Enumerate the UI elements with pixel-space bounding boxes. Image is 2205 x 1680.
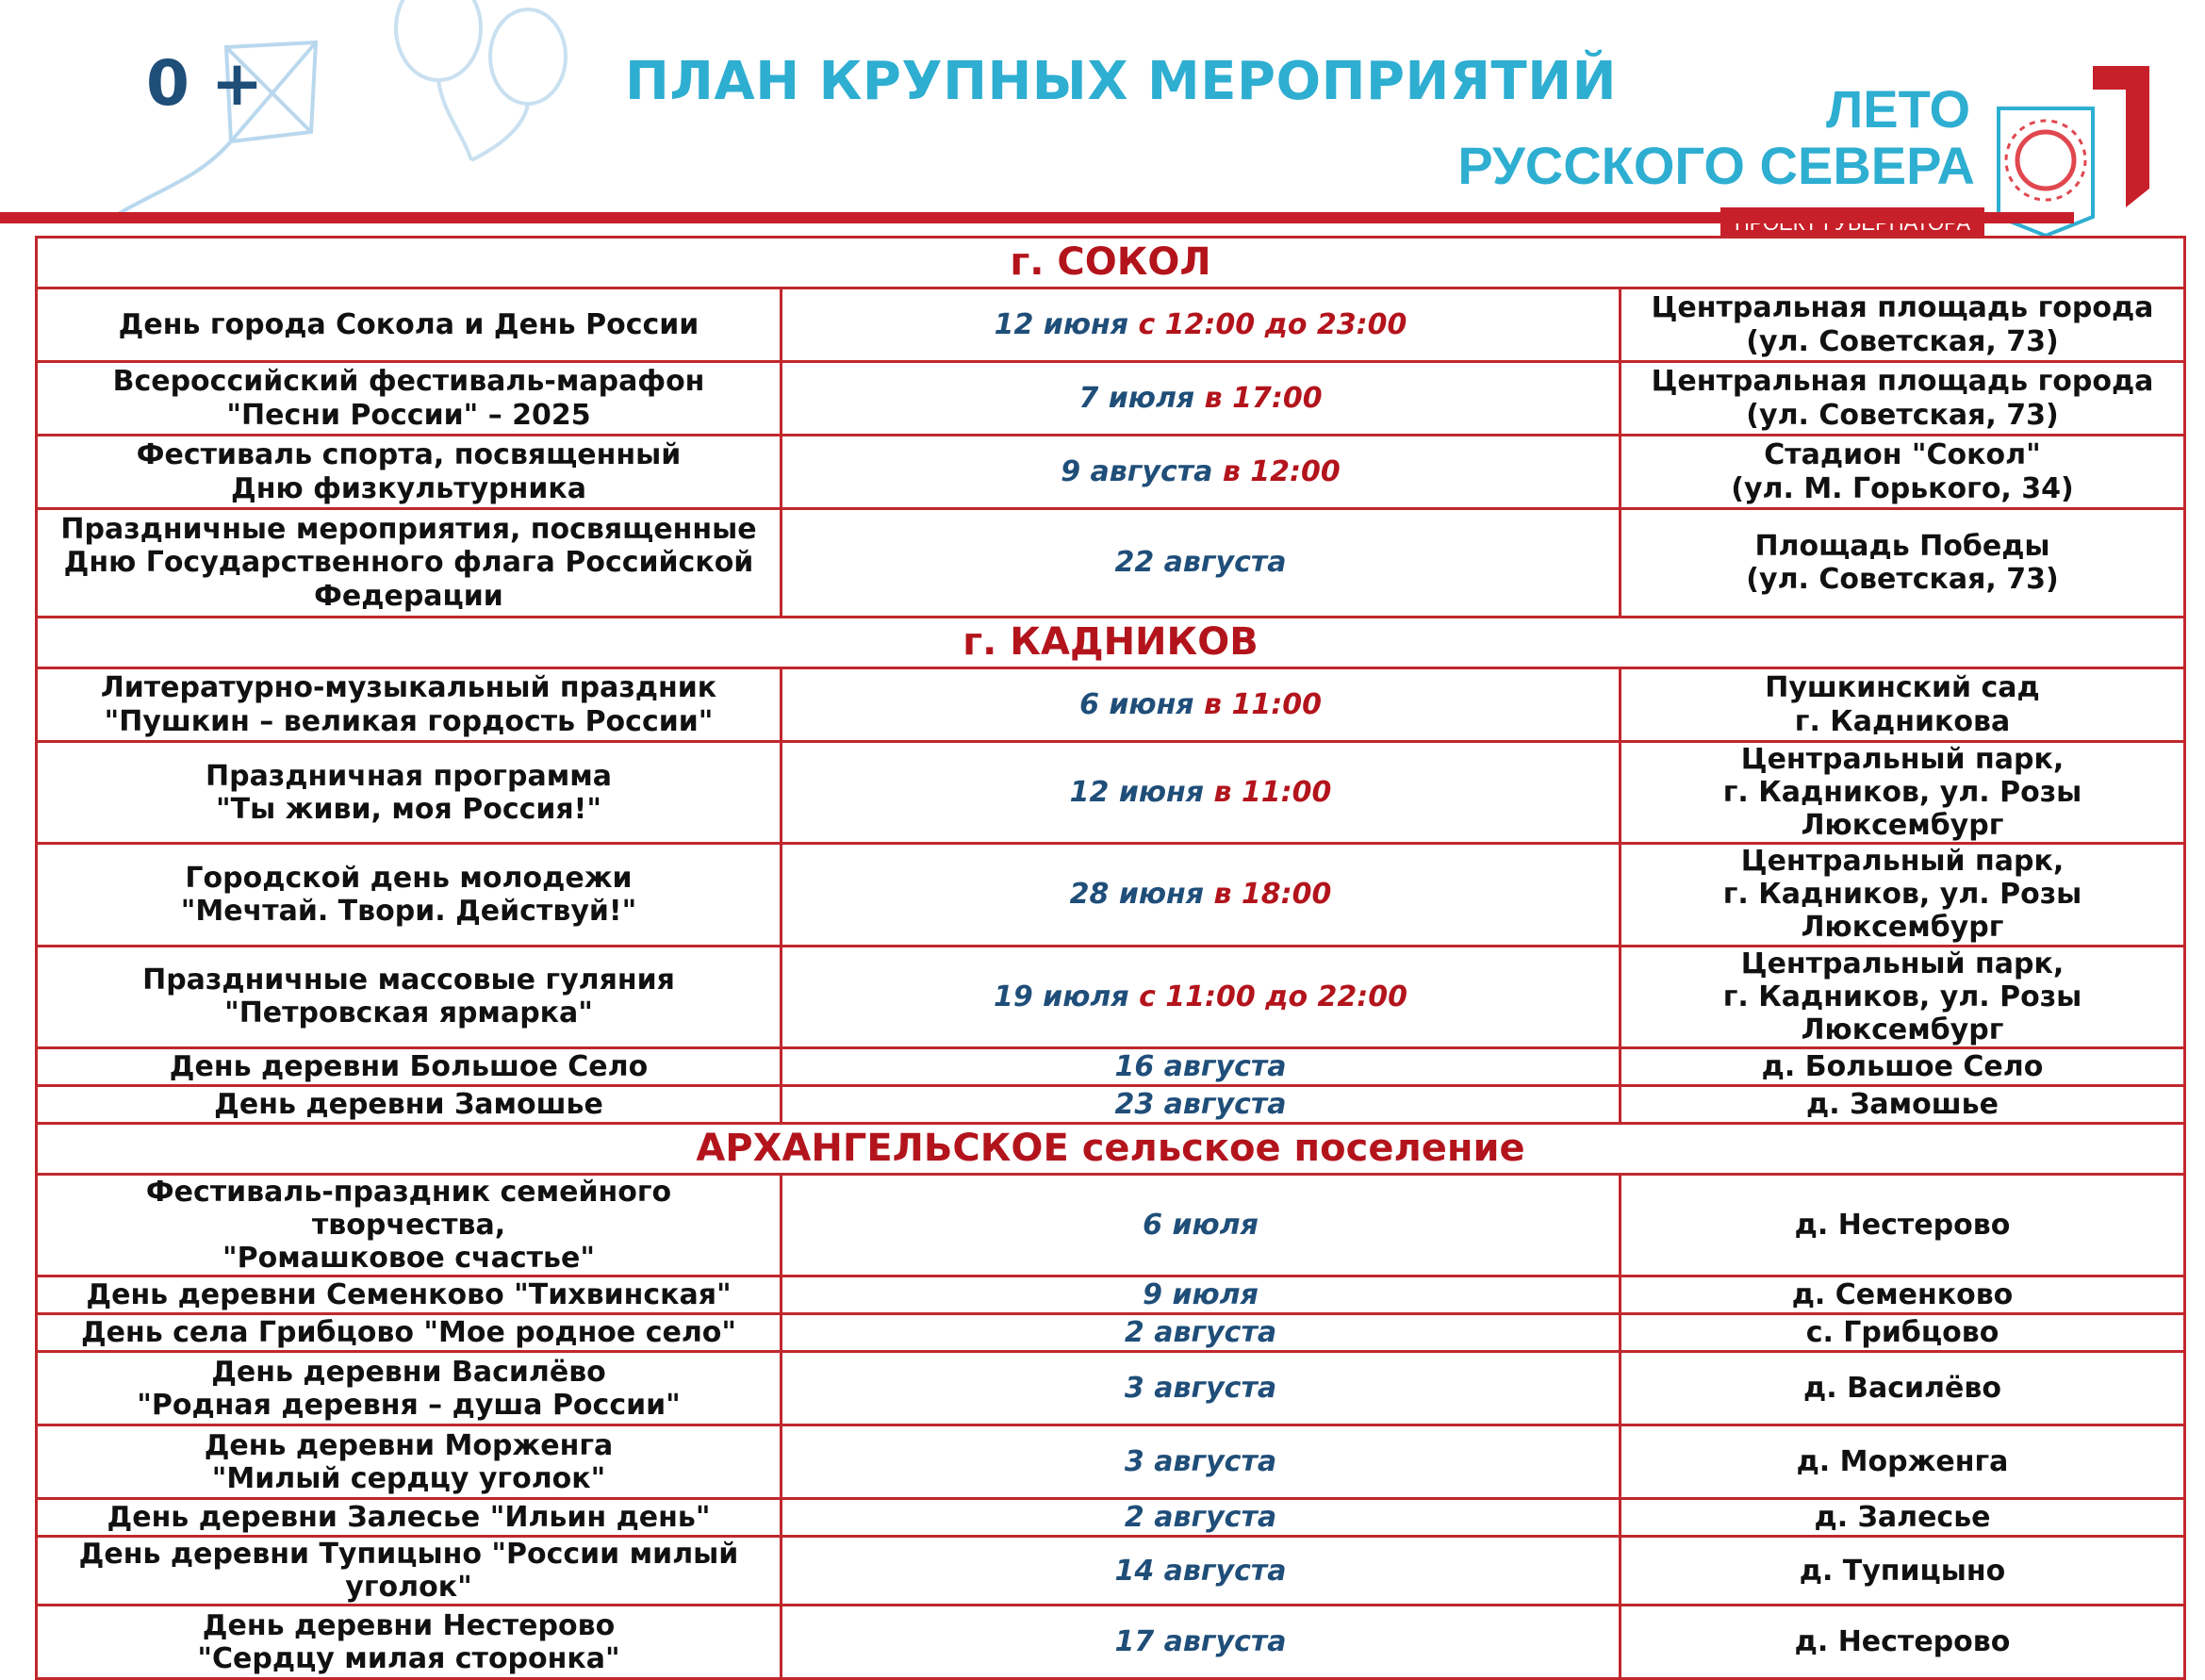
event-row	[37, 1085, 2185, 1123]
event-datetime	[782, 1352, 1621, 1425]
event-datetime	[782, 1537, 1621, 1606]
sun-emblem-icon	[1999, 66, 2149, 236]
event-place: Центральный парк, г. Кадников, ул. Розы Люксембург	[1621, 946, 2185, 1047]
event-name: День села Грибцово "Мое родное село"	[37, 1314, 782, 1352]
event-name: День деревни Большое Село	[37, 1047, 782, 1085]
event-row	[37, 946, 2185, 1047]
event-date: 23 августа	[1114, 1087, 1287, 1121]
event-place: Центральная площадь города (ул. Советская, 73)	[1621, 362, 2185, 436]
age-rating: 0 +	[146, 47, 264, 120]
event-place: Центральный парк, г. Кадников, ул. Розы Люксембург	[1621, 742, 2185, 844]
event-row	[37, 288, 2185, 362]
event-name: День деревни Морженга "Милый сердцу уголок"	[37, 1425, 782, 1499]
event-datetime	[782, 1499, 1621, 1537]
section-title: АРХАНГЕЛЬСКОЕ сельское поселение	[37, 1123, 2185, 1174]
event-datetime	[782, 1174, 1621, 1276]
event-name: Праздничные массовые гуляния "Петровская ярмарка"	[37, 946, 782, 1047]
event-place: д. Тупицыно	[1621, 1537, 2185, 1606]
event-place: д. Большое Село	[1621, 1047, 2185, 1085]
event-datetime	[782, 362, 1621, 436]
event-date: 22 августа	[1114, 546, 1287, 580]
event-place: д. Морженга	[1621, 1425, 2185, 1499]
event-date: 3 августа	[1124, 1445, 1277, 1479]
event-place: Пушкинский сад г. Кадникова	[1621, 668, 2185, 742]
event-datetime	[782, 668, 1621, 742]
event-time: в 12:00	[1222, 454, 1341, 488]
event-datetime	[782, 1047, 1621, 1085]
event-name: Фестиваль-праздник семейного творчества, "Ромашковое счастье"	[37, 1174, 782, 1276]
event-name: Праздничная программа "Ты живи, моя Россия!"	[37, 742, 782, 844]
event-date: 12 июня	[1069, 776, 1204, 810]
event-datetime	[782, 288, 1621, 362]
event-row	[37, 668, 2185, 742]
event-row	[37, 1499, 2185, 1537]
event-time: в 18:00	[1213, 878, 1332, 912]
event-datetime	[782, 1425, 1621, 1499]
event-place: Стадион "Сокол" (ул. М. Горького, 34)	[1621, 436, 2185, 509]
event-time: в 17:00	[1204, 381, 1323, 415]
event-datetime	[782, 1085, 1621, 1123]
event-datetime	[782, 844, 1621, 946]
event-row	[37, 1314, 2185, 1352]
event-date: 6 июля	[1143, 1208, 1259, 1242]
event-place: д. Залесье	[1621, 1499, 2185, 1537]
event-date: 28 июня	[1069, 878, 1204, 912]
event-row	[37, 1425, 2185, 1499]
event-date: 7 июля	[1078, 381, 1195, 415]
event-name: Городской день молодежи "Мечтай. Твори. Действуй!"	[37, 844, 782, 946]
event-date: 3 августа	[1124, 1372, 1277, 1406]
event-datetime	[782, 1314, 1621, 1352]
event-row	[37, 844, 2185, 946]
event-place: Центральная площадь города (ул. Советская, 73)	[1621, 288, 2185, 362]
section-header-row	[37, 618, 2185, 668]
event-place: Центральный парк, г. Кадников, ул. Розы Люксембург	[1621, 844, 2185, 946]
event-name: День деревни Залесье "Ильин день"	[37, 1499, 782, 1537]
event-time: с 11:00 до 22:00	[1139, 980, 1408, 1013]
event-date: 16 августа	[1114, 1049, 1287, 1083]
event-date: 2 августа	[1124, 1316, 1277, 1350]
event-row	[37, 1537, 2185, 1606]
event-place: д. Василёво	[1621, 1352, 2185, 1425]
event-name: День деревни Нестерово "Сердцу милая сторонка"	[37, 1606, 782, 1679]
event-name: День деревни Василёво "Родная деревня – душа России"	[37, 1352, 782, 1425]
event-time: с 12:00 до 23:00	[1138, 307, 1407, 341]
event-name: Литературно-музыкальный праздник "Пушкин – великая гордость России"	[37, 668, 782, 742]
event-row	[37, 1047, 2185, 1085]
section-header-row	[37, 238, 2185, 288]
event-row	[37, 1174, 2185, 1276]
event-time: в 11:00	[1213, 776, 1332, 810]
event-datetime	[782, 742, 1621, 844]
event-datetime	[782, 1276, 1621, 1314]
event-datetime	[782, 436, 1621, 509]
event-date: 2 августа	[1124, 1501, 1277, 1535]
event-row	[37, 509, 2185, 618]
logo-line1: ЛЕТО	[1825, 79, 1970, 139]
event-row	[37, 1276, 2185, 1314]
event-name: День деревни Замошье	[37, 1085, 782, 1123]
event-place: Площадь Победы (ул. Советская, 73)	[1621, 509, 2185, 618]
section-header-row	[37, 1123, 2185, 1174]
event-place: д. Замошье	[1621, 1085, 2185, 1123]
event-name: Фестиваль спорта, посвященный Дню физкультурника	[37, 436, 782, 509]
event-place: д. Нестерово	[1621, 1606, 2185, 1679]
event-row	[37, 362, 2185, 436]
event-row	[37, 742, 2185, 844]
page-title: ПЛАН КРУПНЫХ МЕРОПРИЯТИЙ	[625, 51, 1617, 112]
event-place: д. Семенково	[1621, 1276, 2185, 1314]
event-datetime	[782, 946, 1621, 1047]
balloons-icon	[396, 0, 566, 160]
event-date: 19 июля	[993, 980, 1129, 1013]
section-title: г. КАДНИКОВ	[37, 618, 2185, 668]
event-date: 9 августа	[1061, 454, 1213, 488]
event-name: Всероссийский фестиваль-марафон "Песни России" – 2025	[37, 362, 782, 436]
event-date: 17 августа	[1114, 1625, 1287, 1659]
event-datetime	[782, 509, 1621, 618]
section-title: г. СОКОЛ	[37, 238, 2185, 288]
event-datetime	[782, 1606, 1621, 1679]
logo-line2: РУССКОГО СЕВЕРА	[1457, 136, 1975, 195]
event-place: с. Грибцово	[1621, 1314, 2185, 1352]
event-date: 6 июня	[1079, 687, 1194, 721]
event-name: День деревни Тупицыно "России милый уголок"	[37, 1537, 782, 1606]
event-name: Праздничные мероприятия, посвященные Дню Государственного флага Российской Федерации	[37, 509, 782, 618]
event-name: День деревни Семенково "Тихвинская"	[37, 1276, 782, 1314]
events-table	[35, 236, 2186, 1680]
event-row	[37, 436, 2185, 509]
event-name: День города Сокола и День России	[37, 288, 782, 362]
header-red-stripe	[0, 212, 2074, 223]
event-time: в 11:00	[1204, 687, 1322, 721]
event-date: 9 июля	[1143, 1278, 1259, 1312]
event-place: д. Нестерово	[1621, 1174, 2185, 1276]
event-row	[37, 1606, 2185, 1679]
event-date: 14 августа	[1114, 1554, 1287, 1588]
event-row	[37, 1352, 2185, 1425]
event-date: 12 июня	[994, 307, 1128, 341]
